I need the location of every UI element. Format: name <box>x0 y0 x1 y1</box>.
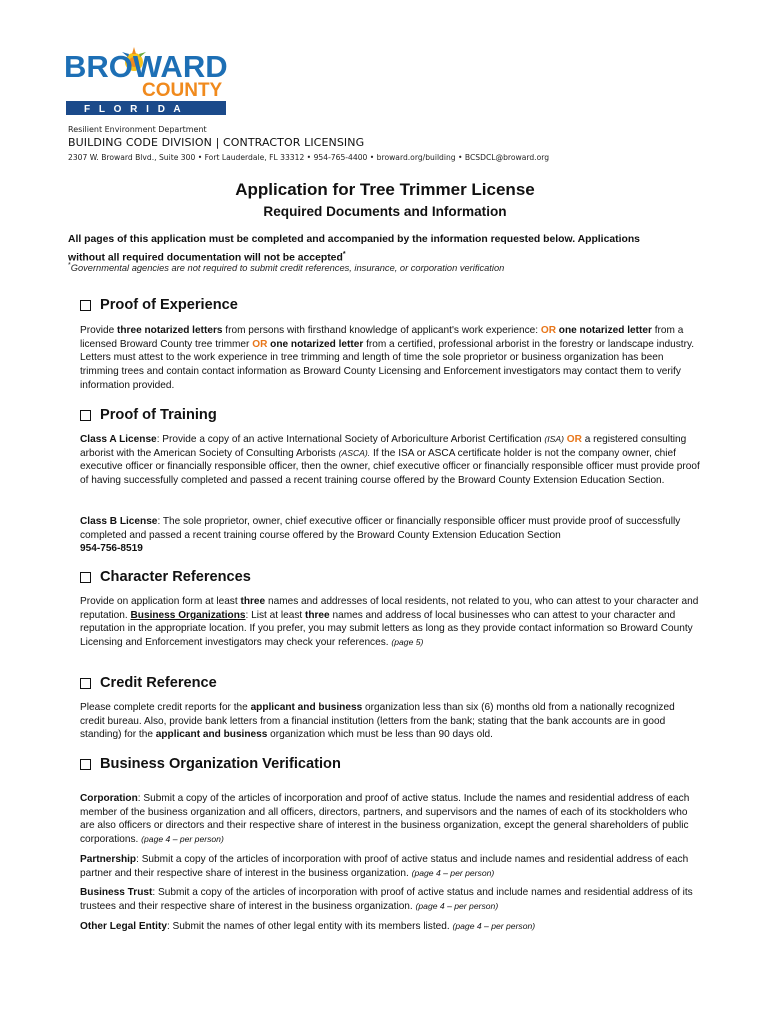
training-class-b: Class B License: The sole proprietor, owner, chief executive officer or financially responsible officer must provide proof of successfully completed and passed a recent training course offered by the Broward County Extension Education Section 954-756-8519 <box>80 516 681 555</box>
character-checkbox[interactable] <box>80 572 91 583</box>
division-name: BUILDING CODE DIVISION | CONTRACTOR LICENSING <box>68 136 365 149</box>
section-heading-experience <box>80 297 238 313</box>
training-checkbox[interactable] <box>80 410 91 421</box>
training-heading-label: Proof of Training <box>100 407 217 423</box>
note-asterisk: * <box>68 262 71 269</box>
extension-phone: 954-756-8519 <box>80 543 143 555</box>
credit-checkbox[interactable] <box>80 678 91 689</box>
character-paragraph: Provide on application form at least three names and addresses of local residents, not related to you, who can attest to your character and reputation. Business Organizations: List at least three names and address of local businesses who can attest to your character and reputation in the appropriate location. If you prefer, you may submit letters as long as they provide contact information so Broward County Licensing and Enforcement investigators may check your references. (page 5) <box>80 596 699 649</box>
logo-county-text: COUNTY <box>142 80 223 101</box>
page-title: Application for Tree Trimmer License <box>235 180 535 199</box>
experience-checkbox[interactable] <box>80 300 91 311</box>
business-partnership: Partnership: Submit a copy of the articles of incorporation with proof of active status and include names and residential address of each partner and their respective share of interest in the business organization. (page 4 – per person) <box>80 854 689 879</box>
intro-asterisk: * <box>342 251 346 258</box>
section-heading-training <box>80 407 217 423</box>
section-heading-character <box>80 569 251 585</box>
governmental-note <box>68 262 708 273</box>
page-subtitle: Required Documents and Information <box>263 204 507 219</box>
intro-text <box>68 232 708 265</box>
note-text: Governmental agencies are not required to submit credit references, insurance, or corporation verification <box>70 263 505 274</box>
broward-county-logo <box>62 44 234 118</box>
section-heading-business <box>80 756 341 772</box>
department-name: Resilient Environment Department <box>68 125 207 134</box>
section-heading-credit <box>80 675 217 691</box>
logo-broward-text: BROWARD <box>64 49 228 84</box>
credit-heading-label: Credit Reference <box>100 675 217 691</box>
business-checkbox[interactable] <box>80 759 91 770</box>
character-heading-label: Character References <box>100 569 251 585</box>
intro-line-2: without all required documentation will not be accepted <box>68 252 343 264</box>
business-other-entity: Other Legal Entity: Submit the names of other legal entity with its members listed. (page 4 – per person) <box>80 921 536 932</box>
contact-address: 2307 W. Broward Blvd., Suite 300 • Fort Lauderdale, FL 33312 • 954-765-4400 • broward.org/building • BCSDCL@broward.org <box>68 153 550 162</box>
logo-florida-text: F L O R I D A <box>84 104 184 115</box>
business-corporation: Corporation: Submit a copy of the articles of incorporation and proof of active status. Include the names and residential address of each member of the business organization and all officers, directors, partners, and supervisors and the names of each of its stockholders who are also officers or directors and their respective share of interest in the business organization, except the general shareholders of public corporations. (page 4 – per person) <box>80 793 690 846</box>
training-class-a: Class A License: Provide a copy of an active International Society of Arboriculture Arborist Certification (ISA) OR a registered consulting arborist with the American Society of Consulting Arborists (ASCA). If the ISA or ASCA certificate holder is not the company owner, chief executive officer or financially responsible officer, then the owner, chief executive officer or financially responsible officer must provide proof of having successfully completed and passed a recent training course offered by the Broward County Extension Education Section. <box>80 434 700 487</box>
experience-heading-label: Proof of Experience <box>100 297 238 313</box>
experience-paragraph: Provide three notarized letters from persons with firsthand knowledge of applicant's work experience: OR one notarized letter from a licensed Broward County tree trimmer OR one notarized letter from a certified, professional arborist in the forestry or landscape industry. Letters must attest to the work experience in tree trimming and length of time the sole proprietor or business organization has been trimming trees and contain contact information as Broward County Licensing and Enforcement investigators may contact them to verify information provided. <box>80 325 695 391</box>
business-heading-label: Business Organization Verification <box>100 756 341 772</box>
business-trust: Business Trust: Submit a copy of the articles of incorporation with proof of active status and include names and residential address of its trustees and their respective share of interest in the business organization. (page 4 – per person) <box>80 887 693 912</box>
credit-paragraph: Please complete credit reports for the applicant and business organization less than six (6) months old from a nationally recognized credit bureau. Also, provide bank letters from a financial institution (letters from the bank; stating that the bank accounts are in good standing) for the applicant and business organization which must be less than 90 days old. <box>80 702 675 741</box>
intro-line-1: All pages of this application must be completed and accompanied by the information requested below. Applications <box>68 234 640 245</box>
